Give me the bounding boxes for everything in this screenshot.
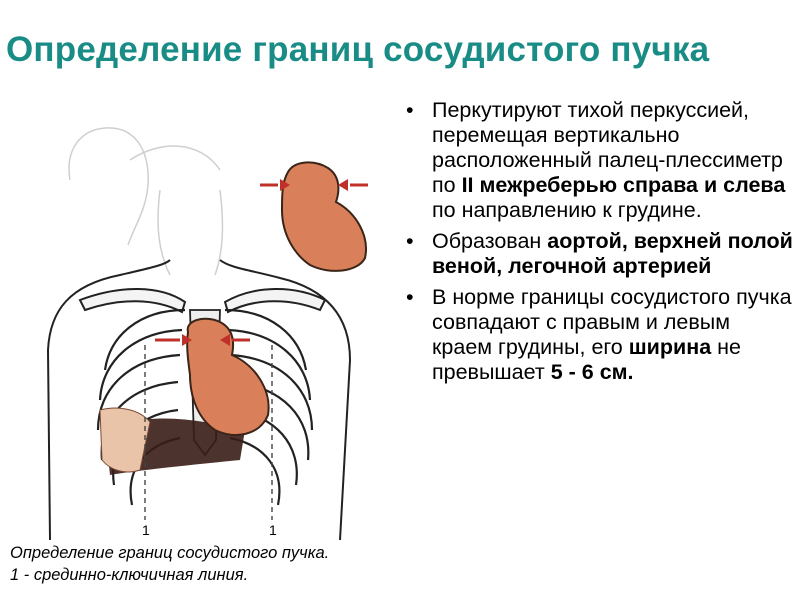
bullet-text: В норме границы сосудистого пучка совпадают с правым и левым краем грудины, его: [432, 285, 792, 359]
head-sketch: [69, 128, 222, 275]
bullet-text: Образован: [432, 229, 548, 253]
bullet-item: [396, 285, 796, 385]
chest-illustration: [10, 110, 400, 550]
bullet-item: [396, 98, 796, 223]
bullet-bold: 5 - 6 см.: [550, 360, 634, 384]
bullet-bold: ширина: [628, 335, 712, 359]
figure-caption: [10, 542, 329, 586]
bullet-list: [396, 98, 796, 391]
bullet-bold: II межреберью справа и слева: [461, 173, 786, 197]
slide-title: Определение границ сосудистого пучка: [6, 30, 710, 69]
bullet-icon: •: [406, 285, 414, 309]
bullet-icon: •: [406, 98, 414, 122]
midclavicular-label-left: 1: [142, 522, 150, 538]
bullet-text: по направлению к грудине.: [432, 198, 702, 222]
caption-line-1: Определение границ сосудистого пучка.: [10, 544, 330, 562]
caption-line-2: 1 - срединно-ключичная линия.: [10, 566, 249, 584]
isolated-heart: [282, 162, 366, 270]
bullet-bold: аортой, верхней полой веной, легочной артерией: [432, 229, 793, 278]
bullet-text: не превышает: [432, 335, 741, 384]
bullet-icon: •: [406, 229, 414, 253]
bullet-text: Перкутируют тихой перкуссией, перемещая вертикально расположенный палец-плессиметр по: [432, 98, 783, 197]
bullet-item: [396, 229, 796, 279]
midclavicular-label-right: 1: [269, 522, 277, 538]
clavicles: [80, 289, 325, 312]
